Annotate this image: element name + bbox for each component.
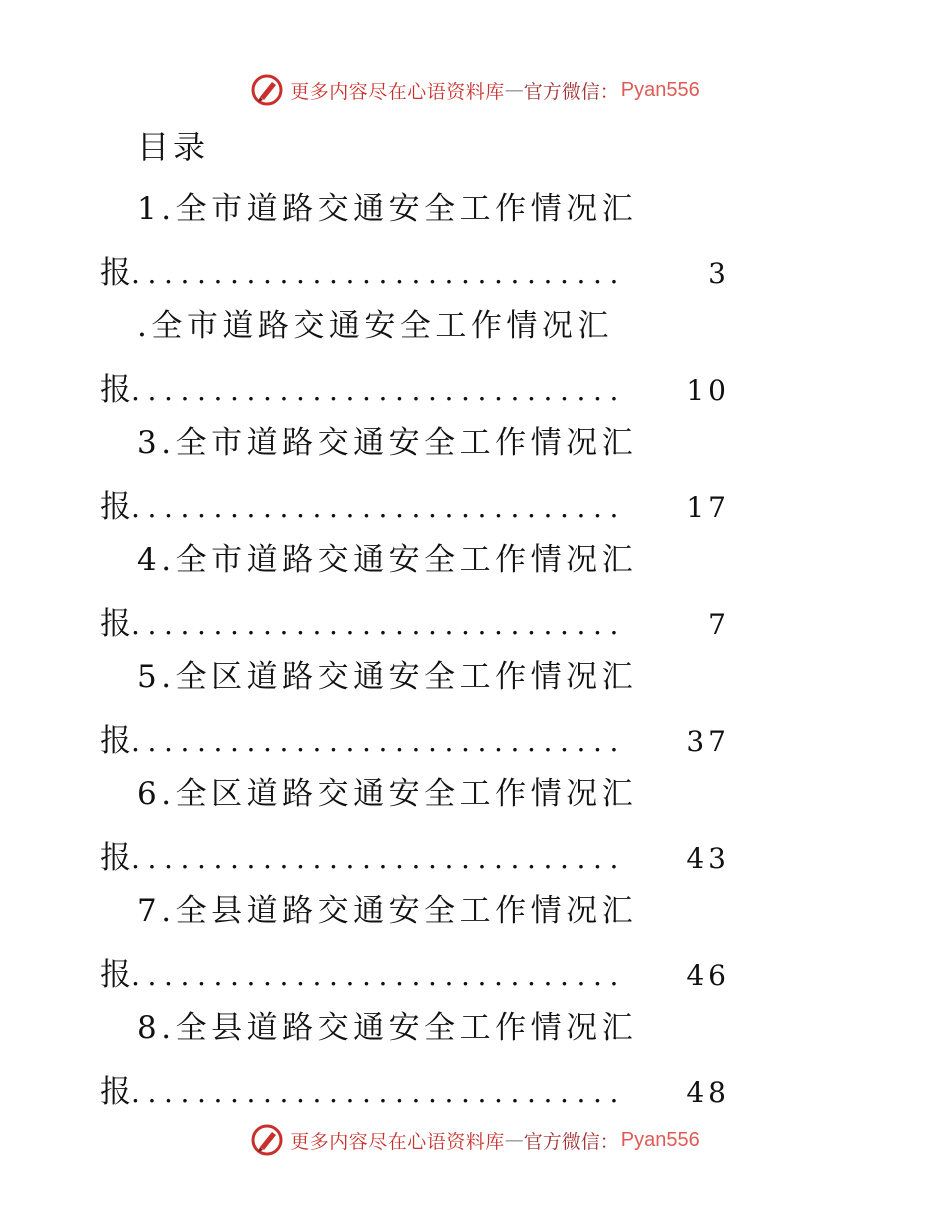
toc-entry-leader-row	[100, 598, 730, 642]
toc-entry-title: 5.全区道路交通安全工作情况汇	[137, 659, 638, 695]
toc-entry-dots: ..............................	[131, 1076, 627, 1109]
watermark-separator: —	[504, 79, 524, 101]
toc-entry-dots: ..............................	[131, 374, 627, 407]
toc-entry-title: 6.全区道路交通安全工作情况汇	[137, 776, 638, 812]
toc-entry-page-number: 37	[686, 725, 730, 758]
toc-entry-page-number: 10	[686, 374, 730, 407]
toc-entry-lead: 报	[100, 957, 131, 993]
pen-logo-icon	[250, 1123, 284, 1157]
watermark-wechat-label: 官方微信：	[523, 80, 619, 103]
toc-heading: 目录	[137, 128, 210, 166]
watermark-wechat-id: Pyan556	[620, 1128, 700, 1151]
toc-entry-dots: ..............................	[131, 608, 627, 641]
toc-entry-page-number: 17	[686, 491, 730, 524]
toc-entry-title: 4.全市道路交通安全工作情况汇	[137, 542, 638, 578]
toc-entry-leader-row	[100, 715, 730, 759]
toc-entry-dots: ..............................	[131, 842, 627, 875]
toc-entry-leader-row	[100, 247, 730, 291]
toc-entry-page-number: 7	[708, 608, 730, 641]
watermark-footer	[0, 1120, 950, 1160]
toc-entry-leader-row	[100, 832, 730, 876]
toc-entry-lead: 报	[100, 1074, 131, 1110]
toc-entry-leader-row	[100, 949, 730, 993]
toc-entry-leader-row	[100, 481, 730, 525]
watermark-wechat-label: 官方微信：	[523, 1130, 619, 1153]
toc-entry-leader-row	[100, 1066, 730, 1110]
watermark-wechat-id: Pyan556	[620, 78, 700, 101]
toc-entry-leader-row	[100, 364, 730, 408]
toc-entry-page-number: 48	[686, 1076, 730, 1109]
toc-entry-lead: 报	[100, 840, 131, 876]
toc-entry-dots: ..............................	[131, 959, 627, 992]
toc-entry-title: .全市道路交通安全工作情况汇	[137, 308, 613, 344]
toc-entry-page-number: 43	[686, 842, 730, 875]
toc-entry-page-number: 46	[686, 959, 730, 992]
toc-entry-dots: ..............................	[131, 725, 627, 758]
toc-entry-title: 7.全县道路交通安全工作情况汇	[137, 893, 638, 929]
toc-entry-title: 3.全市道路交通安全工作情况汇	[137, 425, 638, 461]
toc-entry-lead: 报	[100, 489, 131, 525]
toc-entry-lead: 报	[100, 372, 131, 408]
toc-entry-dots: ..............................	[131, 491, 627, 524]
watermark-separator: —	[504, 1129, 524, 1151]
watermark-text: 更多内容尽在心语资料库	[290, 1130, 505, 1153]
watermark-text: 更多内容尽在心语资料库	[290, 80, 505, 103]
toc-entry-lead: 报	[100, 255, 131, 291]
toc-entry-title: 1.全市道路交通安全工作情况汇	[137, 191, 638, 227]
toc-entry-lead: 报	[100, 606, 131, 642]
toc-entry-dots: ..............................	[131, 257, 627, 290]
toc-entry-title: 8.全县道路交通安全工作情况汇	[137, 1010, 638, 1046]
toc-entry-page-number: 3	[708, 257, 730, 290]
toc-entry-lead: 报	[100, 723, 131, 759]
